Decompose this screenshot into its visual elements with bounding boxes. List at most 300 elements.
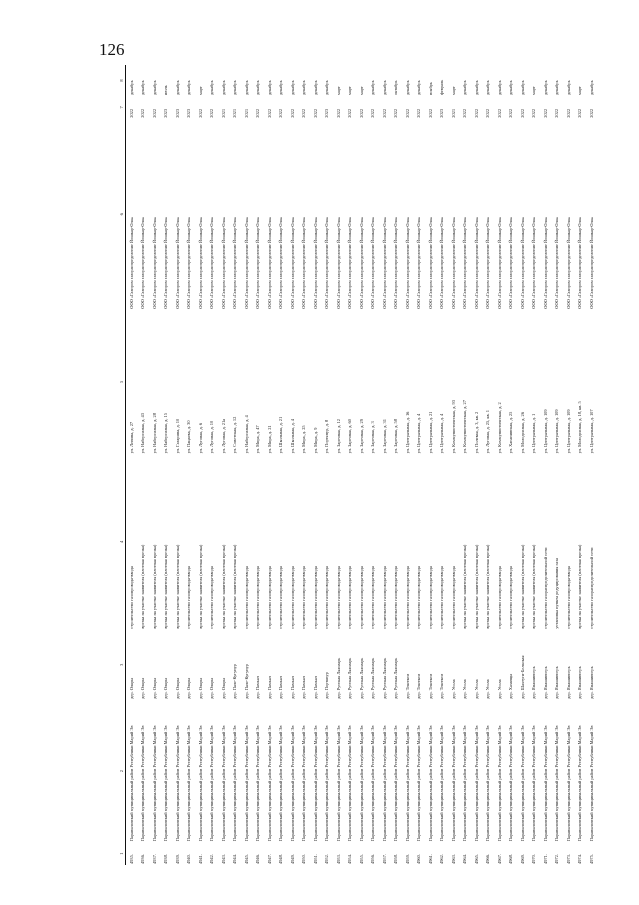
district-cell: Параньгинский муниципальный район Республики Марий Эл — [439, 725, 445, 842]
work-type-cell: строительство газопровода-ввода — [347, 566, 353, 629]
month-cell: декабрь — [370, 80, 376, 96]
month-cell: февраль — [439, 79, 445, 96]
owner-cell: ООО «Газпром газораспределение Йошкар-Ола» — [174, 217, 180, 309]
address-cell: ул. Коммунистическая, д. 2 — [496, 402, 502, 454]
district-cell: Параньгинский муниципальный район Республики Марий Эл — [416, 725, 422, 842]
row-number: 4960. — [416, 854, 422, 864]
table-row — [563, 65, 575, 865]
district-cell: Параньгинский муниципальный район Республики Марий Эл — [508, 725, 514, 842]
year-cell: 2022 — [347, 108, 353, 118]
year-cell: 2023 — [186, 108, 192, 118]
row-number: 4973. — [565, 854, 571, 864]
work-type-cell: строительство газопровода-ввода — [439, 566, 445, 629]
table-row — [367, 65, 379, 865]
year-cell: 2022 — [278, 108, 284, 118]
settlement-cell: дер. Русская Ляжмарь — [347, 657, 353, 699]
district-cell: Параньгинский муниципальный район Республики Марий Эл — [427, 725, 433, 842]
address-cell: ул. Центральная, д. 4 — [416, 413, 422, 454]
table-row — [183, 65, 195, 865]
district-cell: Параньгинский муниципальный район Республики Марий Эл — [531, 725, 537, 842]
work-type-cell: врезка на участке заявителя (плотная врезка) — [473, 544, 479, 629]
row-number: 4946. — [255, 854, 261, 864]
year-cell: 2022 — [542, 108, 548, 118]
owner-cell: ООО «Газпром газораспределение Йошкар-Ола» — [324, 217, 330, 309]
year-cell: 2022 — [565, 108, 571, 118]
owner-cell: ООО «Газпром газораспределение Йошкар-Ола» — [209, 217, 215, 309]
owner-cell: ООО «Газпром газораспределение Йошкар-Ола» — [450, 217, 456, 309]
row-number: 4963. — [450, 854, 456, 864]
row-number: 4951. — [312, 854, 318, 864]
address-cell: ул. Центральная, д. 21 — [427, 411, 433, 454]
row-number: 4956. — [370, 854, 376, 864]
district-cell: Параньгинский муниципальный район Республики Марий Эл — [450, 725, 456, 842]
settlement-cell: дер. Ямашинсерь — [565, 666, 571, 699]
work-type-cell: строительство газопровода-ввода — [393, 566, 399, 629]
work-type-cell: строительство газопровода-ввода — [370, 566, 376, 629]
district-cell: Параньгинский муниципальный район Республики Марий Эл — [347, 725, 353, 842]
settlement-cell: дер. Тешткем — [404, 673, 410, 699]
owner-cell: ООО «Газпром газораспределение Йошкар-Ола» — [542, 217, 548, 309]
address-cell: ул. Центральная, д. 16 — [404, 411, 410, 454]
owner-cell: ООО «Газпром газораспределение Йошкар-Ола» — [129, 217, 134, 309]
owner-cell: ООО «Газпром газораспределение Йошкар-Ола» — [289, 217, 295, 309]
row-number: 4969. — [519, 854, 525, 864]
owner-cell: ООО «Газпром газораспределение Йошкар-Ола» — [347, 217, 353, 309]
settlement-cell: дер. Ямашинсерь — [542, 666, 548, 699]
year-cell: 2022 — [427, 108, 433, 118]
table-row — [505, 65, 517, 865]
settlement-cell: дер. Ямашинсерь — [554, 666, 560, 699]
address-cell: ул. Набережная, д. 15 — [163, 413, 169, 454]
month-cell: декабрь — [485, 80, 491, 96]
year-cell: 2022 — [335, 108, 341, 118]
owner-cell: ООО «Газпром газораспределение Йошкар-Ола» — [186, 217, 192, 309]
row-number: 4939. — [174, 854, 180, 864]
owner-cell: ООО «Газпром газораспределение Йошкар-Ола» — [416, 217, 422, 309]
year-cell: 2022 — [393, 108, 399, 118]
settlement-cell: дер. Тешткем — [427, 673, 433, 699]
owner-cell: ООО «Газпром газораспределение Йошкар-Ола» — [404, 217, 410, 309]
year-cell: 2022 — [554, 108, 560, 118]
month-cell: декабрь — [542, 80, 548, 96]
district-cell: Параньгинский муниципальный район Республики Марий Эл — [209, 725, 215, 842]
year-cell: 2022 — [531, 108, 537, 118]
settlement-cell: дер. Оляры — [140, 677, 146, 699]
address-cell: ул. Набережная, д. 28 — [151, 413, 157, 454]
row-number: 4967. — [496, 854, 502, 864]
month-cell: декабрь — [289, 80, 295, 96]
district-cell: Параньгинский муниципальный район Республики Марий Эл — [542, 725, 548, 842]
work-type-cell: строительство газопровода-ввода — [324, 566, 330, 629]
work-type-cell: строительство газораспределительной сети — [588, 547, 594, 629]
year-cell: 2022 — [519, 108, 525, 118]
owner-cell: ООО «Газпром газораспределение Йошкар-Ола» — [370, 217, 376, 309]
district-cell: Параньгинский муниципальный район Республики Марий Эл — [186, 725, 192, 842]
table-row — [264, 65, 276, 865]
table-row — [425, 65, 437, 865]
table-row — [298, 65, 310, 865]
settlement-cell: дер. Усола — [473, 679, 479, 699]
year-cell: 2022 — [381, 108, 387, 118]
owner-cell: ООО «Газпром газораспределение Йошкар-Ола» — [140, 217, 146, 309]
work-type-cell: строительство газопровода-ввода — [255, 566, 261, 629]
table-row — [494, 65, 506, 865]
owner-cell: ООО «Газпром газораспределение Йошкар-Ола» — [519, 217, 525, 309]
district-cell: Параньгинский муниципальный район Республики Марий Эл — [565, 725, 571, 842]
address-cell: ул. Хасанинская, д. 25 — [508, 411, 514, 454]
district-cell: Параньгинский муниципальный район Республики Марий Эл — [163, 725, 169, 842]
work-type-cell: строительство газораспределительной сети — [542, 547, 548, 629]
address-cell: ул. Заречная, д. 31 — [381, 419, 387, 454]
month-cell: март — [358, 86, 364, 96]
column-header: 3 — [117, 630, 126, 700]
owner-cell: ООО «Газпром газораспределение Йошкар-Ола» — [358, 217, 364, 309]
address-cell: ул. Центральная, д. 107 — [588, 409, 594, 454]
work-type-cell: строительство газопровода-ввода — [209, 566, 215, 629]
month-cell: декабрь — [278, 80, 284, 96]
settlement-cell: дер. Усола — [450, 679, 456, 699]
address-cell: ул. Мира, д. 21 — [266, 425, 272, 454]
address-cell: ул. Гагарина, д. 10 — [174, 418, 180, 454]
district-cell: Параньгинский муниципальный район Республики Марий Эл — [232, 725, 238, 842]
table-row — [310, 65, 322, 865]
year-cell: 2022 — [140, 108, 146, 118]
gas-works-table — [117, 65, 597, 865]
row-number: 4970. — [531, 854, 537, 864]
table-row — [517, 65, 529, 865]
table-row — [333, 65, 345, 865]
district-cell: Параньгинский муниципальный район Республики Марий Эл — [554, 725, 560, 842]
year-cell: 2022 — [485, 108, 491, 118]
settlement-cell: дер. Шахтуги-Бельская — [519, 655, 525, 699]
settlement-cell: дер. Ямашинсерь — [588, 666, 594, 699]
work-type-cell: строительство газопровода-ввода — [312, 566, 318, 629]
address-cell: ул. Школьная, д. 21 — [278, 416, 284, 454]
table-row — [252, 65, 264, 865]
work-type-cell: врезка на участке заявителя (плотная врезка) — [197, 544, 203, 629]
address-cell: ул. Ленина, д. 27 — [129, 421, 134, 454]
year-cell: 2021 — [220, 108, 226, 118]
address-cell: ул. Центральная, д. 4 — [439, 413, 445, 454]
month-cell: декабрь — [496, 80, 502, 96]
table-row — [471, 65, 483, 865]
district-cell: Параньгинский муниципальный район Республики Марий Эл — [220, 725, 226, 842]
settlement-cell: дер. Оляры — [209, 677, 215, 699]
settlement-cell: дер. Памьял — [266, 676, 272, 699]
month-cell: декабрь — [416, 80, 422, 96]
work-type-cell: строительство газопровода-ввода — [496, 566, 502, 629]
month-cell: декабрь — [381, 80, 387, 96]
year-cell: 2022 — [416, 108, 422, 118]
row-number: 4940. — [186, 854, 192, 864]
owner-cell: ООО «Газпром газораспределение Йошкар-Ола» — [462, 217, 468, 309]
address-cell: ул. Луговая, д. 6 — [197, 423, 203, 454]
settlement-cell: дер. Русская Ляжмарь — [381, 657, 387, 699]
table-row — [459, 65, 471, 865]
address-cell: ул. Полевая, д. 3, кв. 2 — [473, 411, 479, 454]
table-row — [574, 65, 586, 865]
work-type-cell: строительство газопровода-ввода — [289, 566, 295, 629]
month-cell: июль — [163, 85, 169, 96]
owner-cell: ООО «Газпром газораспределение Йошкар-Ола» — [531, 217, 537, 309]
table-row — [379, 65, 391, 865]
address-cell: ул. Набережная, д. 4 — [243, 415, 249, 454]
month-cell: ноябрь — [427, 82, 433, 96]
owner-cell: ООО «Газпром газораспределение Йошкар-Ола» — [588, 217, 594, 309]
address-cell: ул. Луговая, д. 25, кв. 1 — [485, 410, 491, 454]
row-number: 4959. — [404, 854, 410, 864]
work-type-cell: врезка на участке заявителя (плотная врезка) — [220, 544, 226, 629]
address-cell: ул. Луговая, д. 21а — [220, 418, 226, 454]
row-number: 4971. — [542, 854, 548, 864]
owner-cell: ООО «Газпром газораспределение Йошкар-Ола» — [301, 217, 307, 309]
column-number-row — [117, 65, 126, 865]
row-number: 4950. — [301, 854, 307, 864]
month-cell: декабрь — [554, 80, 560, 96]
table-row — [206, 65, 218, 865]
year-cell: 2022 — [496, 108, 502, 118]
table-row — [218, 65, 230, 865]
district-cell: Параньгинский муниципальный район Республики Марий Эл — [404, 725, 410, 842]
row-number: 4972. — [554, 854, 560, 864]
work-type-cell: строительство газопровода-ввода — [427, 566, 433, 629]
row-number: 4966. — [485, 854, 491, 864]
settlement-cell: дер. Памьял — [312, 676, 318, 699]
address-cell: ул. Молодежная, д. 18, кв. 5 — [577, 401, 583, 454]
work-type-cell: врезка на участке заявителя (плотная врезка) — [462, 544, 468, 629]
district-cell: Параньгинский муниципальный район Республики Марий Эл — [324, 725, 330, 842]
row-number: 4957. — [381, 854, 387, 864]
work-type-cell: строительство газопровода-ввода — [301, 566, 307, 629]
month-cell: декабрь — [220, 80, 226, 96]
month-cell: декабрь — [140, 80, 146, 96]
column-header: 7 — [117, 96, 126, 119]
table-row — [482, 65, 494, 865]
month-cell: декабрь — [174, 80, 180, 96]
row-number: 4965. — [473, 854, 479, 864]
month-cell: декабрь — [129, 80, 134, 96]
month-cell: декабрь — [508, 80, 514, 96]
settlement-cell: дер. Оляры — [197, 677, 203, 699]
district-cell: Параньгинский муниципальный район Республики Марий Эл — [312, 725, 318, 842]
rotated-table-container — [117, 65, 594, 865]
table-row — [448, 65, 460, 865]
work-type-cell: строительство газопровода-ввода — [266, 566, 272, 629]
settlement-cell: дер. Пале-Кугунур — [232, 663, 238, 699]
owner-cell: ООО «Газпром газораспределение Йошкар-Ола» — [197, 217, 203, 309]
settlement-cell: дер. Памьял — [289, 676, 295, 699]
work-type-cell: строительство газопровода-ввода — [358, 566, 364, 629]
column-header: 8 — [117, 65, 126, 96]
row-number: 4937. — [151, 854, 157, 864]
row-number: 4941. — [197, 854, 203, 864]
work-type-cell: строительство газопровода-ввода — [381, 566, 387, 629]
row-number: 4944. — [232, 854, 238, 864]
owner-cell: ООО «Газпром газораспределение Йошкар-Ола» — [381, 217, 387, 309]
row-number: 4935. — [129, 854, 134, 864]
owner-cell: ООО «Газпром газораспределение Йошкар-Ола» — [232, 217, 238, 309]
year-cell: 2022 — [404, 108, 410, 118]
table-row — [321, 65, 333, 865]
address-cell: ул. Заречная, д. 3 — [370, 421, 376, 454]
row-number: 4949. — [289, 854, 295, 864]
column-header: 5 — [117, 310, 126, 455]
owner-cell: ООО «Газпром газораспределение Йошкар-Ола» — [439, 217, 445, 309]
address-cell: ул. Мира, д. 25 — [301, 425, 307, 454]
district-cell: Параньгинский муниципальный район Республики Марий Эл — [174, 725, 180, 842]
year-cell: 2021 — [450, 108, 456, 118]
table-row — [172, 65, 184, 865]
work-type-cell: врезка на участке заявителя (плотная врезка) — [140, 544, 146, 629]
month-cell: декабрь — [301, 80, 307, 96]
owner-cell: ООО «Газпром газораспределение Йошкар-Ола» — [163, 217, 169, 309]
work-type-cell: строительство газопровода-ввода — [404, 566, 410, 629]
district-cell: Параньгинский муниципальный район Республики Марий Эл — [473, 725, 479, 842]
table-row — [160, 65, 172, 865]
work-type-cell: строительство газопровода-ввода — [278, 566, 284, 629]
owner-cell: ООО «Газпром газораспределение Йошкар-Ола» — [393, 217, 399, 309]
district-cell: Параньгинский муниципальный район Республики Марий Эл — [577, 725, 583, 842]
year-cell: 2022 — [197, 108, 203, 118]
year-cell: 2022 — [301, 108, 307, 118]
owner-cell: ООО «Газпром газораспределение Йошкар-Ола» — [554, 217, 560, 309]
row-number: 4955. — [358, 854, 364, 864]
work-type-cell: строительство газопровода-ввода — [450, 566, 456, 629]
settlement-cell: дер. Портянур — [324, 672, 330, 699]
district-cell: Параньгинский муниципальный район Республики Марий Эл — [151, 725, 157, 842]
column-header: 2 — [117, 700, 126, 842]
row-number: 4954. — [347, 854, 353, 864]
settlement-cell: дер. Оляры — [186, 677, 192, 699]
work-type-cell: строительство газопровода-ввода — [243, 566, 249, 629]
year-cell: 2022 — [577, 108, 583, 118]
month-cell: декабрь — [565, 80, 571, 96]
column-header: 1 — [117, 842, 126, 865]
district-cell: Параньгинский муниципальный район Республики Марий Эл — [393, 725, 399, 842]
table-region — [117, 65, 594, 865]
table-row — [149, 65, 161, 865]
settlement-cell: дер. Усола — [462, 679, 468, 699]
owner-cell: ООО «Газпром газораспределение Йошкар-Ола» — [496, 217, 502, 309]
column-header: 4 — [117, 454, 126, 629]
table-row — [275, 65, 287, 865]
address-cell: ул. Луговая, д. 10 — [209, 420, 215, 454]
work-type-cell: врезка на участке заявителя (плотная врезка) — [174, 544, 180, 629]
district-cell: Параньгинский муниципальный район Республики Марий Эл — [381, 725, 387, 842]
work-type-cell: врезка на участке заявителя (плотная врезка) — [577, 544, 583, 629]
settlement-cell: дер. Тешткем — [416, 673, 422, 699]
month-cell: март — [577, 86, 583, 96]
table-row — [551, 65, 563, 865]
month-cell: декабрь — [404, 80, 410, 96]
month-cell: март — [335, 86, 341, 96]
work-type-cell: врезка на участке заявителя (плотная врезка) — [519, 544, 525, 629]
address-cell: ул. Советская, д. 12 — [232, 416, 238, 454]
page-number: 126 — [99, 40, 125, 59]
row-number: 4962. — [439, 854, 445, 864]
owner-cell: ООО «Газпром газораспределение Йошкар-Ола» — [508, 217, 514, 309]
row-number: 4948. — [278, 854, 284, 864]
address-cell: ул. Заречная, д. 60 — [347, 419, 353, 454]
month-cell: декабрь — [151, 80, 157, 96]
settlement-cell: дер. Тешткем — [439, 673, 445, 699]
table-row — [229, 65, 241, 865]
settlement-cell: дер. Усола — [496, 679, 502, 699]
work-type-cell: врезка на участке заявителя (плотная врезка) — [531, 544, 537, 629]
district-cell: Параньгинский муниципальный район Республики Марий Эл — [485, 725, 491, 842]
year-cell: 2022 — [151, 108, 157, 118]
district-cell: Параньгинский муниципальный район Республики Марий Эл — [462, 725, 468, 842]
table-row — [126, 65, 138, 865]
month-cell: декабрь — [324, 80, 330, 96]
settlement-cell: дер. Русская Ляжмарь — [335, 657, 341, 699]
address-cell: ул. Пацаева, д. 30 — [186, 420, 192, 454]
district-cell: Параньгинский муниципальный район Республики Марий Эл — [255, 725, 261, 842]
table-row — [390, 65, 402, 865]
year-cell: 2022 — [508, 108, 514, 118]
row-number: 4974. — [577, 854, 583, 864]
row-number: 4964. — [462, 854, 468, 864]
settlement-cell: дер. Пале-Кугунур — [243, 663, 249, 699]
year-cell: 2023 — [439, 108, 445, 118]
year-cell: 2022 — [289, 108, 295, 118]
year-cell: 2022 — [129, 108, 134, 118]
owner-cell: ООО «Газпром газораспределение Йошкар-Ола» — [266, 217, 272, 309]
month-cell: декабрь — [588, 80, 594, 96]
address-cell: ул. Мира, д. 47 — [255, 425, 261, 454]
work-type-cell: врезка на участке заявителя (плотная врезка) — [151, 544, 157, 629]
settlement-cell: дер. Русская Ляжмарь — [393, 657, 399, 699]
year-cell: 2021 — [232, 108, 238, 118]
table-row — [356, 65, 368, 865]
row-number: 4947. — [266, 854, 272, 864]
settlement-cell: дер. Хазанцы — [508, 673, 514, 699]
table-row — [540, 65, 552, 865]
year-cell: 2022 — [266, 108, 272, 118]
month-cell: декабрь — [232, 80, 238, 96]
address-cell: ул. Набережная, д. 43 — [140, 413, 146, 454]
work-type-cell: врезка на участке заявителя (плотная врезка) — [485, 544, 491, 629]
work-type-cell: врезка на участке заявителя (плотная врезка) — [232, 544, 238, 629]
settlement-cell: дер. Памьял — [278, 676, 284, 699]
month-cell: декабрь — [243, 80, 249, 96]
district-cell: Параньгинский муниципальный район Республики Марий Эл — [496, 725, 502, 842]
table-row — [195, 65, 207, 865]
owner-cell: ООО «Газпром газораспределение Йошкар-Ола» — [255, 217, 261, 309]
address-cell: ул. Мира, д. 9 — [312, 427, 318, 454]
row-number: 4961. — [427, 854, 433, 864]
month-cell: октябрь — [393, 80, 399, 96]
year-cell: 2022 — [255, 108, 261, 118]
table-row — [586, 65, 598, 865]
row-number: 4945. — [243, 854, 249, 864]
row-number: 4938. — [163, 854, 169, 864]
year-cell: 2023 — [163, 108, 169, 118]
table-row — [344, 65, 356, 865]
address-cell: ул. Школьная, д. 4 — [289, 419, 295, 454]
row-number: 4958. — [393, 854, 399, 864]
address-cell: ул. Центральная, д. 109 — [542, 409, 548, 454]
settlement-cell: дер. Оляры — [151, 677, 157, 699]
address-cell: ул. Молодежная, д. 26 — [519, 412, 525, 454]
district-cell: Параньгинский муниципальный район Республики Марий Эл — [278, 725, 284, 842]
address-cell: ул. Центральная, д. 109 — [554, 409, 560, 454]
owner-cell: ООО «Газпром газораспределение Йошкар-Ола» — [312, 217, 318, 309]
year-cell: 2022 — [462, 108, 468, 118]
address-cell: ул. Коммунистическая, д. 93 — [450, 400, 456, 454]
work-type-cell: строительство газопровода-ввода — [129, 566, 134, 629]
month-cell: декабрь — [462, 80, 468, 96]
